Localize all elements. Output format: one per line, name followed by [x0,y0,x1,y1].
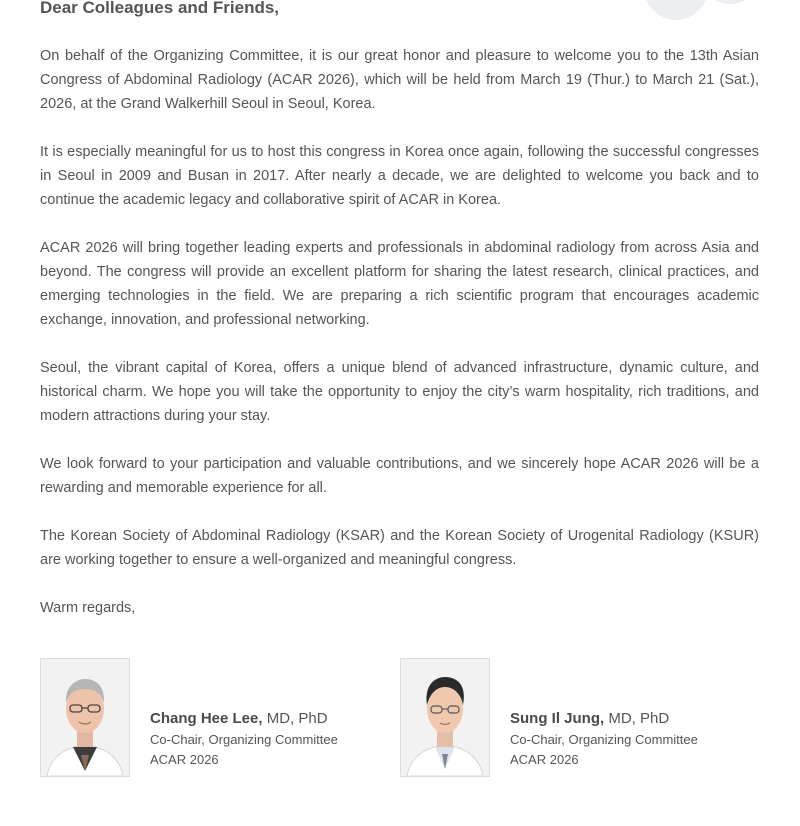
letter-body [40,44,759,644]
letter-paragraph: We look forward to your participation and valuable contributions, and we sincerely hope ACAR 2026 will be a rewarding and memorable experience for all. [40,456,759,496]
letter-closing: Warm regards, [40,600,136,616]
signatory-info [150,708,390,770]
letter-paragraph: Seoul, the vibrant capital of Korea, offers a unique blend of advanced infrastructure, dynamic culture, and historical charm. We hope you will take the opportunity to enjoy the city’s warm hospitality, rich traditions, and modern attractions during your stay. [40,360,759,424]
signatory-credentials: MD, PhD [262,710,328,727]
portrait-photo [40,658,130,777]
letter-paragraph: The Korean Society of Abdominal Radiology (KSAR) and the Korean Society of Urogenital Radiology (KSUR) are working together to ensure a well-organized and meaningful congress. [40,528,759,568]
letter-paragraph: On behalf of the Organizing Committee, it is our great honor and pleasure to welcome you to the 13th Asian Congress of Abdominal Radiology (ACAR 2026), which will be held from March 19 (Thur.) to March 21 (Sat.), 2026, at the Grand Walkerhill Seoul in Seoul, Korea. [40,48,759,112]
signatory-name: Chang Hee Lee, [150,710,263,727]
signatory-credentials: MD, PhD [604,710,670,727]
signatory-event: ACAR 2026 [510,752,579,767]
signatory-role: Co-Chair, Organizing Committee [150,732,338,747]
signatory-event: ACAR 2026 [150,752,219,767]
signatory-role: Co-Chair, Organizing Committee [510,732,698,747]
letter-paragraph: It is especially meaningful for us to host this congress in Korea once again, following the successful congresses in Seoul in 2009 and Busan in 2017. After nearly a decade, we are delighted to welcome you back and to continue the academic legacy and collaborative spirit of ACAR in Korea. [40,144,759,208]
letter-greeting: Dear Colleagues and Friends, [40,0,280,17]
quote-mark-decoration [640,0,770,22]
signatory-info [510,708,750,770]
signatory-name: Sung Il Jung, [510,710,605,727]
signatories-section [40,658,760,778]
portrait-photo [400,658,490,777]
letter-paragraph: ACAR 2026 will bring together leading experts and professionals in abdominal radiology from across Asia and beyond. The congress will provide an excellent platform for sharing the latest research, clinical practices, and emerging technologies in the field. We are preparing a rich scientific program that encourages academic exchange, innovation, and professional networking. [40,240,759,328]
